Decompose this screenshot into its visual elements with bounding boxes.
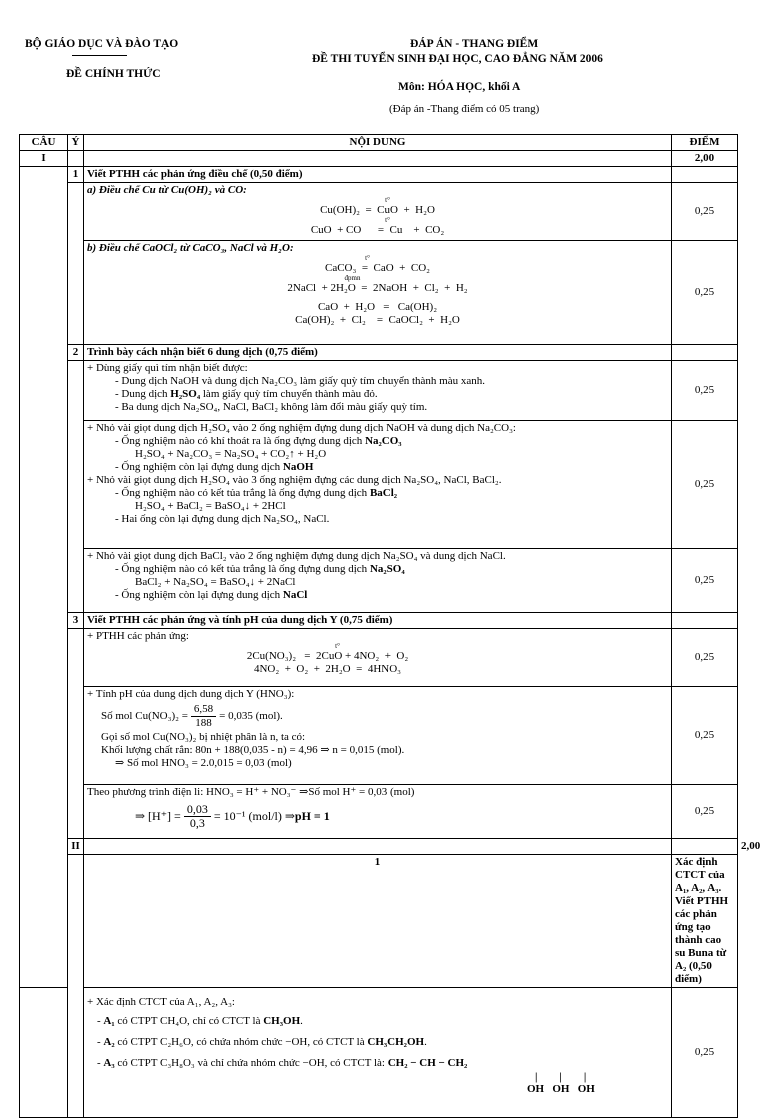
answer-table [19,134,761,1118]
col-content: NỘI DUNG [84,135,672,151]
text-line: - Ống nghiệm nào có kết tủa trắng là ống đựng dung dịch BaCl₂ [115,487,398,499]
q2-1a-row [20,988,738,1118]
equation: H₂SO₄ + Na₂CO₃ = Na₂SO₄ + CO₂↑ + H₂O [135,448,327,460]
structure-oh: OH OH OH [527,1083,595,1095]
col-cau: CÂU [20,135,68,151]
col-point: ĐIỂM [672,135,738,151]
text-line: - Ba dung dịch Na₂SO₄, NaCl, BaCl₂ không làm đổi màu giấy quỳ tím. [115,401,428,413]
point-cell: 0,25 [672,988,738,1118]
text-line: + Dùng giấy quì tím nhận biết được: [87,362,248,374]
point-cell: 0,25 [672,687,738,785]
point-cell: 0,25 [672,421,738,549]
q1-3-number: 3 [68,613,84,629]
q2-1-title: Xác định CTCT của A₁, A₂, A₃. Viết PTHH các phản ứng tạo thành cao su Buna từ A₂ (0,50 điểm) [672,855,738,988]
text-line: ⇒ [H⁺] = $\frac{0,03}{0,3}$ = 10⁻¹ (mol/l) ⇒ pH = 1 [135,801,330,830]
point-cell: 0,25 [672,549,738,613]
fraction-den: 188 [195,716,212,729]
point-cell: 0,25 [672,629,738,687]
equation: BaCl₂ + Na₂SO₄ = BaSO₄↓ + 2NaCl [135,576,296,588]
text-line: - Ống nghiệm còn lại đựng dung dịch NaCl [115,589,308,601]
q1-total: 2,00 [672,151,738,167]
text-line: + PTHH các phản ứng: [87,630,189,642]
cond-heat: t° [385,216,390,224]
text-line: - Ống nghiệm nào có khí thoát ra là ống đựng dung dịch Na₂CO₃ [115,435,402,447]
cond-electrolysis: đpmn [344,274,361,282]
text-line: + Nhỏ vài giọt dung dịch H₂SO₄ vào 2 ống nghiệm đựng dung dịch NaOH và dung dịch Na₂CO₃: [87,422,516,434]
q1-1-title: Viết PTHH các phản ứng điều chế (0,50 điểm) [84,167,672,183]
equation: 2Cu(NO₃)₂ = 2CuO + 4NO₂ + O₂ [246,650,409,662]
equation: Ca(OH)₂ + Cl₂ = CaOCl₂ + H₂O [295,314,460,326]
text-line: - A₁ có CTPT CH₄O, chỉ có CTCT là CH₃OH. [97,1015,303,1027]
q2-1-title-row [20,855,738,988]
doc-title-1: ĐÁP ÁN - THANG ĐIỂM [410,38,539,50]
q1-3c-row [20,785,738,839]
text-line: - Ống nghiệm nào có kết tủa trắng là ống đựng dung dịch Na₂SO₄ [115,563,405,575]
official-label: ĐỀ CHÍNH THỨC [66,68,161,80]
text-line: + Nhỏ vài giọt dung dịch BaCl₂ vào 2 ống nghiệm đựng dung dịch Na₂SO₄ và dung dịch NaCl. [87,550,506,562]
q1-3-title-row [20,613,738,629]
q2-label: II [68,839,84,855]
point-cell: 0,25 [672,785,738,839]
q1-2-number: 2 [68,345,84,361]
equation: 2NaCl + 2H₂O = 2NaOH + Cl₂ + H₂ [287,282,468,294]
point-cell: 0,25 [672,183,738,241]
q2-row: II 2,00 [20,839,738,855]
equation: H₂SO₄ + BaCl₂ = BaSO₄↓ + 2HCl [135,500,286,512]
text-line: Theo phương trình điện li: HNO₃ = H⁺ + NO₃⁻ ⇒Số mol H⁺ = 0,03 (mol) [87,786,415,798]
text-line: - Dung dịch H₂SO₄ làm giấy quỳ tím chuyển thành màu đỏ. [115,388,378,400]
equation: CaCO₃ = CaO + CO₂ [324,262,431,274]
q1-row [20,151,738,167]
fraction-den: 0,3 [189,815,205,830]
subject-line: Môn: HÓA HỌC, khối A [398,81,521,93]
text-line: Gọi số mol Cu(NO₃)₂ bị nhiệt phân là n, ta có: [101,731,306,743]
equation: CuO + CO = Cu + CO₂ [310,224,445,236]
q1-1a-row [20,183,738,241]
header-underline [72,55,127,56]
text-line: - A₂ có CTPT C₂H₆O, có chứa nhóm chức −OH, có CTCT là CH₃CH₂OH. [97,1036,427,1048]
equation: CaO + H₂O = Ca(OH)₂ [317,301,438,313]
point-cell: 0,25 [672,241,738,345]
q1-1-number: 1 [68,167,84,183]
q1-1b-row [20,241,738,345]
q1-2a-row [20,361,738,421]
cond-heat: t° [335,642,340,650]
text-line: Số mol Cu(NO₃)₂ = $\frac{6,58}{188}$ = 0,035 (mol). [101,702,283,729]
q1-3b-row [20,687,738,785]
q1-2-title: Trình bày cách nhận biết 6 dung dịch (0,75 điểm) [84,345,672,361]
text-line: + Tính pH của dung dịch dung dịch Y (HNO₃): [87,688,295,700]
col-y: Ý [68,135,84,151]
text-line: Khối lượng chất rắn: 80n + 188(0,035 - n) = 4,96 ⇒ n = 0,015 (mol). [101,744,405,756]
q1-1a-title: a) Điều chế Cu từ Cu(OH)₂ và CO: [87,184,247,196]
cond-heat: t° [365,254,370,262]
fraction-num: 6,58 [191,703,216,717]
q1-1b-title: b) Điều chế CaOCl₂ từ CaCO₃, NaCl và H₂O: [87,242,294,254]
fraction-num: 0,03 [184,803,211,817]
text-line: + Nhỏ vài giọt dung dịch H₂SO₄ vào 3 ống nghiệm đựng các dung dịch Na₂SO₄, NaCl, BaCl₂. [87,474,502,486]
q1-2c-row [20,549,738,613]
q1-2b-row [20,421,738,549]
text-line: ⇒ Số mol HNO₃ = 2.0,015 = 0,03 (mol) [115,757,292,769]
q2-1-number: 1 [84,855,672,988]
doc-title-2: ĐỀ THI TUYỂN SINH ĐẠI HỌC, CAO ĐẲNG NĂM 2006 [312,53,603,65]
text-line: - Ống nghiệm còn lại đựng dung dịch NaOH [115,461,314,473]
q1-3-title: Viết PTHH các phản ứng và tính pH của dung dịch Y (0,75 điểm) [84,613,672,629]
q1-2-title-row [20,345,738,361]
equation: 4NO₂ + O₂ + 2H₂O = 4HNO₃ [253,663,401,675]
q1-1-title-row [20,167,738,183]
text-line: + Xác định CTCT của A₁, A₂, A₃: [87,996,235,1008]
equation: Cu(OH)₂ = CuO + H₂O [320,204,435,216]
structure-bonds: | | | [535,1071,587,1083]
pages-note: (Đáp án -Thang điểm có 05 trang) [389,103,540,115]
ministry-name: BỘ GIÁO DỤC VÀ ĐÀO TẠO [25,38,179,50]
q1-3a-row [20,629,738,687]
text-line: - A₃ có CTPT C₃H₈O₃ và chỉ chứa nhóm chức −OH, có CTCT là: CH₂ − CH − CH₂ [97,1057,468,1069]
cond-heat: t° [385,196,390,204]
point-cell: 0,25 [672,361,738,421]
table-header-row [20,135,738,151]
text-line: - Hai ống còn lại đựng dung dịch Na₂SO₄, NaCl. [115,513,330,525]
text-line: - Dung dịch NaOH và dung dịch Na₂CO₃ làm giấy quỳ tím chuyển thành màu xanh. [115,375,485,387]
q1-label: I [20,151,68,167]
